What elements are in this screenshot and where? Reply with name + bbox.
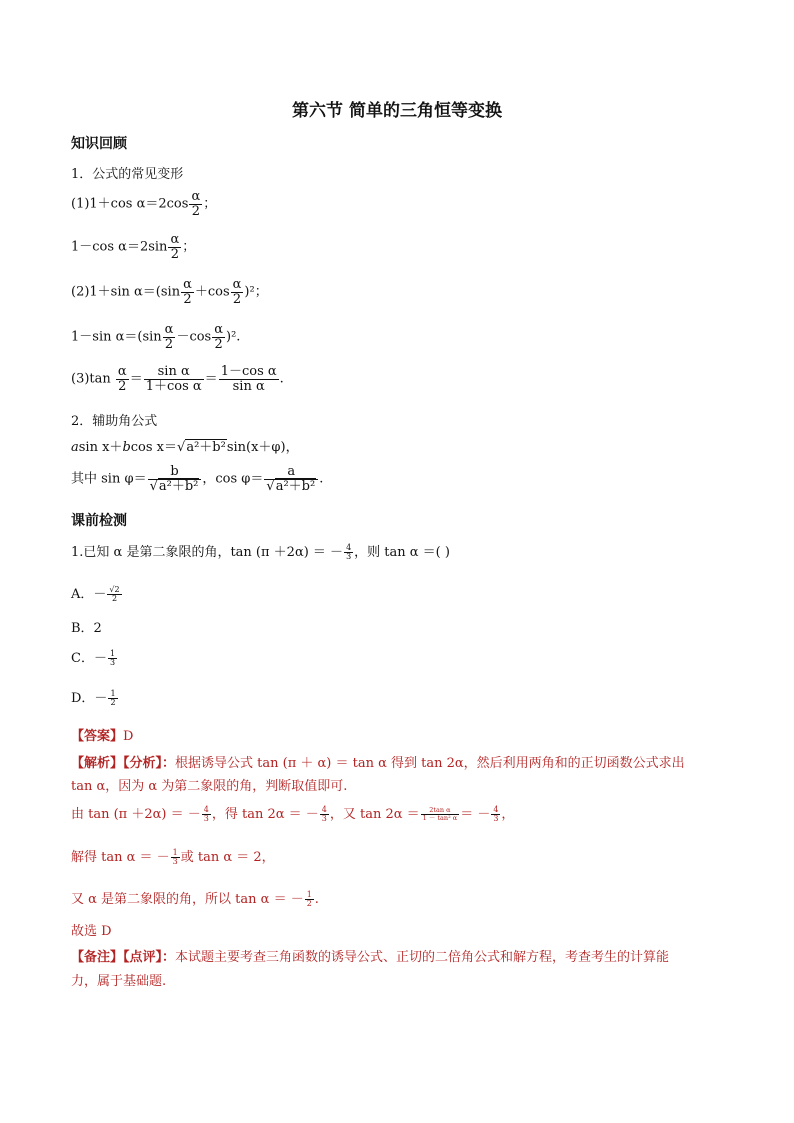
formula-7: 其中 sin φ＝ $\frac{b}{\text{√a²＋b²}}$ ，cos φ＝ $\frac{a}{\text{√a²＋b²}}$ . [71,464,324,494]
option-c: C．－ $\frac{1}{3}$ [71,648,116,667]
analysis-line-2: tan α，因为 α 为第二象限的角，判断取值即可. [71,779,348,794]
fraction: $\frac{a}{\text{√a²＋b²}}$ [264,465,318,493]
fraction: $\frac{\alpha}{2}$ [170,232,180,262]
fraction: $\frac{\alpha}{2}$ [214,322,224,352]
solution-conclusion: 故选 D [71,924,112,939]
fraction: $\frac{√2}{2}$ [109,584,120,603]
fraction: $\frac{1}{3}$ [172,847,178,866]
item-heading-auxiliary: 2．辅助角公式 [71,414,158,429]
fraction: $\frac{b}{\text{√a²＋b²}}$ [148,465,202,493]
fraction: $\frac{\alpha}{2}$ [232,277,242,307]
formula-3: (2)1＋sin α＝(sin $\frac{\alpha}{2}$ ＋cos $\frac{\alpha}{2}$ )²； [71,277,268,307]
fraction: $\frac{4}{3}$ [493,804,499,823]
option-b: B．2 [71,621,102,636]
fraction: $\frac{4}{3}$ [203,804,209,823]
fraction: $\frac{1}{2}$ [110,688,116,707]
formula-6: asin x＋bcos x＝√a²＋b²sin(x＋φ)， [71,440,299,455]
section-heading-review: 知识回顾 [71,136,127,152]
item-heading-formulas: 1．公式的常见变形 [71,167,184,182]
solution-step-2: 解得 tan α ＝ － $\frac{1}{3}$ 或 tan α ＝ 2， [71,847,275,866]
fraction: $\frac{4}{3}$ [346,542,352,561]
formula-4: 1－sin α＝(sin $\frac{\alpha}{2}$ －cos $\frac{\alpha}{2}$ )². [71,322,241,352]
fraction: $\frac{\alpha}{2}$ [164,322,174,352]
answer: 【答案】D [71,729,134,744]
fraction: $\frac{\text{sin α}}{\text{1＋cos α}}$ [145,364,202,394]
fraction: $\frac{1}{2}$ [306,889,312,908]
solution-step-3: 又 α 是第二象限的角，所以 tan α ＝ － $\frac{1}{2}$ . [71,889,319,908]
note-line-1: 【备注】【点评】：本试题主要考查三角函数的诱导公式、正切的二倍角公式和解方程，考查考生的计算能 [71,950,670,965]
fraction: $\frac{1}{3}$ [109,648,116,667]
option-a: A．－ $\frac{√2}{2}$ [71,584,120,603]
question-1: 1.已知 α 是第二象限的角，tan (π ＋2α) ＝ － $\frac{4}{3}$ ，则 tan α ＝( ) [71,542,450,561]
formula-2: 1－cos α＝2sin $\frac{\alpha}{2}$ ； [71,232,196,262]
page-title: 第六节 简单的三角恒等变换 [292,101,502,121]
solution-step-1: 由 tan (π ＋2α) ＝ － $\frac{4}{3}$ ，得 tan 2α ＝ － $\frac{4}{3}$ ，又 tan 2α ＝ $\frac{\text{2tan α}}{\text{1 － tan² α}}$ ＝ － $\frac{4}{3}$ ， [71,804,515,823]
analysis-line-1: 【解析】【分析】：根据诱导公式 tan (π ＋ α) ＝ tan α 得到 tan 2α，然后利用两角和的正切函数公式求出 [71,756,685,771]
option-d: D．－ $\frac{1}{2}$ [71,688,116,707]
fraction: $\frac{\alpha}{2}$ [191,189,201,219]
fraction: $\frac{\alpha}{2}$ [117,364,127,394]
fraction: $\frac{\alpha}{2}$ [183,277,192,307]
fraction: $\frac{\text{1－cos α}}{\text{sin α}}$ [220,364,277,394]
sqrt-icon: √ [177,440,186,455]
note-line-2: 力，属于基础题. [71,974,167,989]
fraction: $\frac{4}{3}$ [321,804,327,823]
formula-5: (3)tan $\frac{\alpha}{2}$ ＝ $\frac{\text{sin α}}{\text{1＋cos α}}$ ＝ $\frac{\text{1－cos α}}{\text{sin α}}$ . [71,364,284,394]
formula-1: (1)1＋cos α＝2cos $\frac{\alpha}{2}$ ； [71,189,217,219]
fraction: $\frac{\text{2tan α}}{\text{1 － tan² α}}$ [422,806,458,822]
section-heading-pretest: 课前检测 [71,513,127,529]
